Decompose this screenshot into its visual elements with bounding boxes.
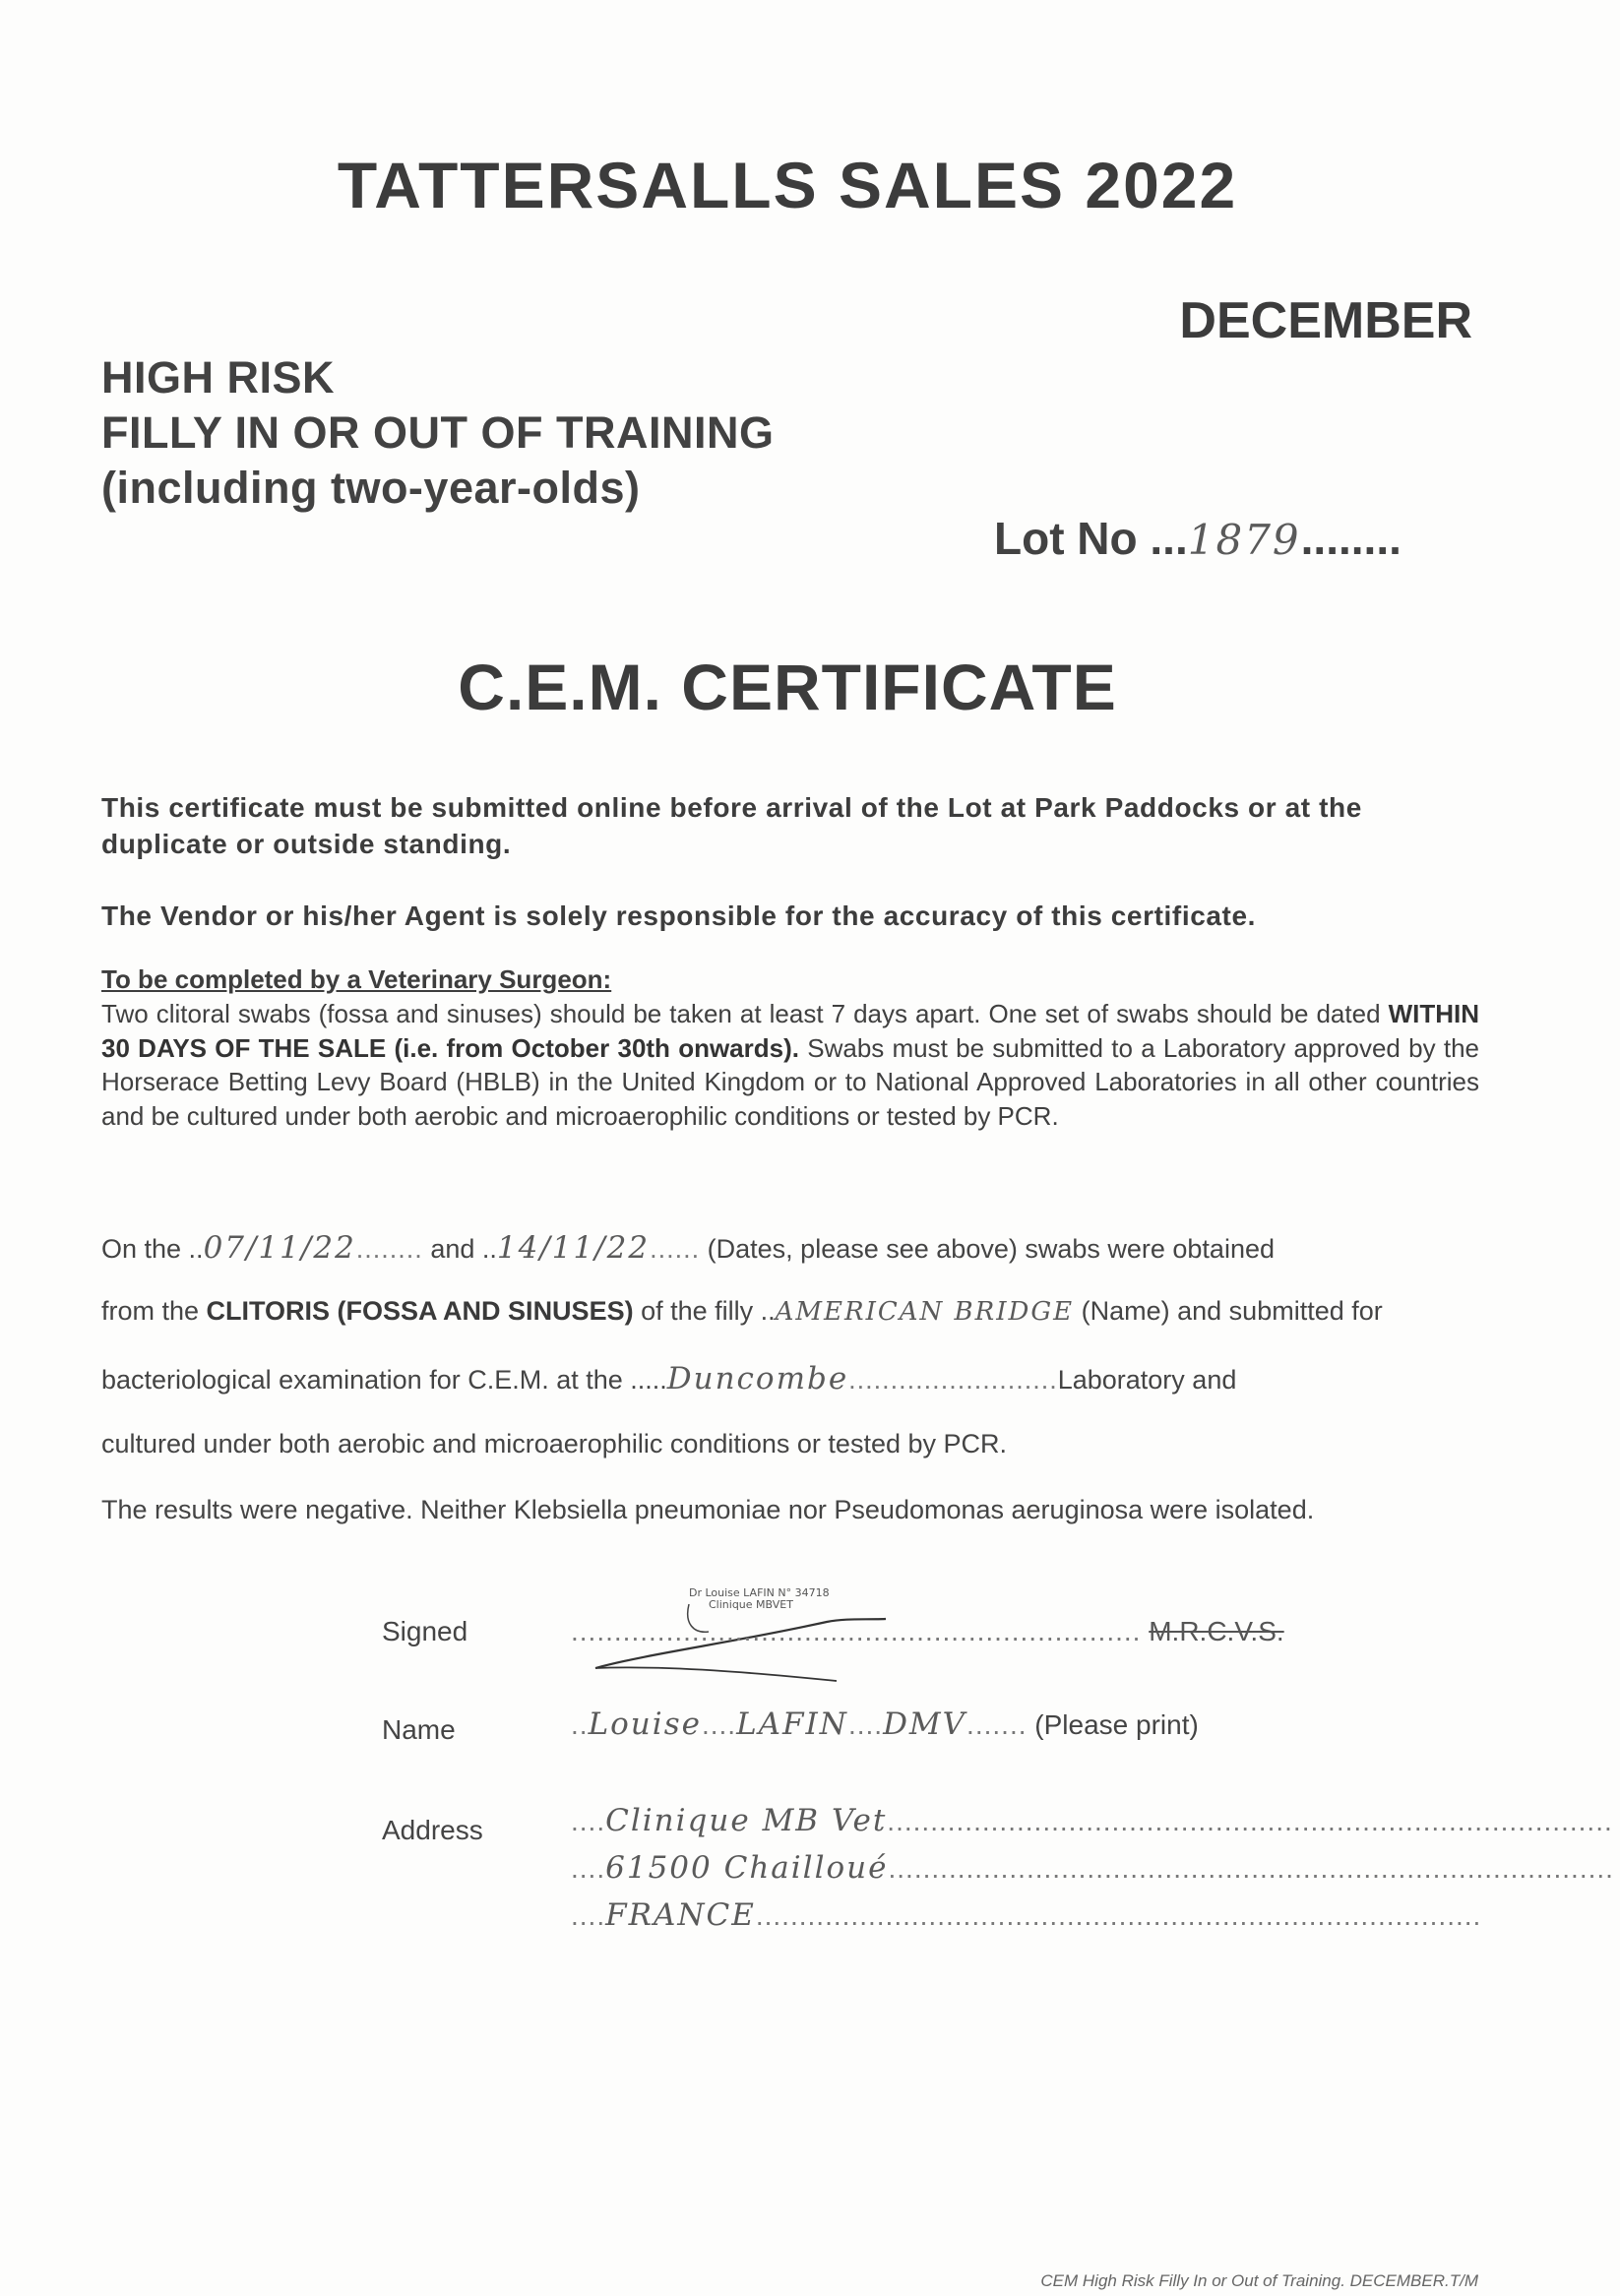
address-line-2: ....61500 Chailloué....................................................................................	[571, 1850, 1614, 1886]
results-line: The results were negative. Neither Klebsiella pneumoniae nor Pseudomonas aeruginosa were isolated.	[101, 1495, 1315, 1524]
filly-name: AMERICAN BRIDGE	[775, 1297, 1075, 1327]
dots-a: ........	[355, 1234, 423, 1264]
stamp-line-2: Clinique MBVET	[709, 1598, 793, 1611]
of-filly-label: of the filly ..	[633, 1296, 776, 1326]
from-the-label: from the	[101, 1296, 207, 1326]
certificate-title: C.E.M. CERTIFICATE	[458, 651, 1117, 723]
vet-section-heading: To be completed by a Veterinary Surgeon:	[101, 964, 612, 994]
signed-line	[571, 1616, 1284, 1647]
address-line-1: ....Clinique MB Vet....................................................................................	[571, 1803, 1613, 1838]
on-the-label: On the ..	[101, 1234, 204, 1264]
lot-number-field	[994, 512, 1402, 565]
vet-title: DMV	[883, 1706, 967, 1742]
swab-date-2: 14/11/22	[496, 1230, 651, 1266]
address-label: Address	[382, 1815, 483, 1845]
vet-last-name: LAFIN	[736, 1706, 848, 1742]
category-type: FILLY IN OR OUT OF TRAINING	[101, 407, 775, 458]
bacterio-label: bacteriological examination for C.E.M. at the .....	[101, 1365, 667, 1395]
mrcvs-struck: M.R.C.V.S.	[1149, 1616, 1284, 1646]
vet-first-name: Louise	[588, 1706, 702, 1742]
vet-text-part1: Two clitoral swabs (fossa and sinuses) should be taken at least 7 days apart. One set of swabs should be dated	[101, 999, 1389, 1028]
address-value-3: FRANCE	[605, 1897, 756, 1933]
swab-dates-line	[101, 1230, 1538, 1266]
sale-month: DECEMBER	[1179, 292, 1472, 349]
dates-note: (Dates, please see above) swabs were obtained	[707, 1234, 1275, 1264]
filly-line	[101, 1296, 1538, 1327]
address-dots-1: ....................................................................................	[887, 1806, 1613, 1836]
responsibility-notice: The Vendor or his/her Agent is solely responsible for the accuracy of this certificate.	[101, 900, 1257, 931]
please-print-note: (Please print)	[1034, 1709, 1199, 1740]
signed-label: Signed	[382, 1616, 468, 1646]
category-note: (including two-year-olds)	[101, 463, 641, 513]
swab-date-1: 07/11/22	[203, 1230, 356, 1266]
lot-label: Lot No ...	[994, 513, 1188, 564]
laboratory-line	[101, 1361, 1538, 1396]
sale-title: TATTERSALLS SALES 2022	[337, 149, 1238, 221]
submission-notice: This certificate must be submitted online before arrival of the Lot at Park Paddocks or at the duplicate or outside standing.	[101, 792, 1362, 859]
dots-c: .........................	[848, 1365, 1058, 1395]
lot-number-value: 1879	[1187, 516, 1301, 564]
dots-b: ......	[650, 1234, 701, 1264]
address-dots-2: ....................................................................................	[888, 1853, 1614, 1884]
address-value-2: 61500 Chailloué	[605, 1850, 889, 1886]
clitoris-label: CLITORIS (FOSSA AND SINUSES)	[206, 1296, 634, 1326]
signed-dots: ..................................................................	[571, 1616, 1142, 1646]
address-dots-3: ....................................................................................	[755, 1900, 1482, 1931]
vet-text-part2: Swabs must be submitted to a Laboratory approved by the Horserace Betting Levy Board (HBLB) in the United Kingdom or to National Approved Laboratories in all other countries and be cultured under both aerobic and microaerophilic conditions or tested by PCR.	[101, 1032, 1479, 1131]
address-value-1: Clinique MB Vet	[605, 1803, 888, 1838]
lab-and-label: Laboratory and	[1057, 1365, 1237, 1395]
and-label: and ..	[430, 1234, 497, 1264]
vet-instructions	[101, 997, 1479, 1133]
lot-dots: ........	[1300, 513, 1402, 564]
address-line-3: ....FRANCE....................................................................................	[571, 1897, 1482, 1933]
name-line: ..Louise....LAFIN....DMV....... (Please print)	[571, 1706, 1199, 1742]
cultured-line: cultured under both aerobic and microaerophilic conditions or tested by PCR.	[101, 1429, 1008, 1458]
stamp-line-1: Dr Louise LAFIN N° 34718	[689, 1586, 830, 1599]
laboratory-name: Duncombe	[666, 1361, 849, 1396]
vet-text-bold: WITHIN 30 DAYS OF THE SALE (i.e. from October 30th onwards).	[101, 999, 1479, 1063]
category-risk: HIGH RISK	[101, 352, 336, 403]
name-label: Name	[382, 1714, 456, 1745]
form-footer-reference: CEM High Risk Filly In or Out of Training. DECEMBER.T/M	[1040, 2271, 1478, 2290]
name-note: (Name) and submitted for	[1081, 1296, 1383, 1326]
